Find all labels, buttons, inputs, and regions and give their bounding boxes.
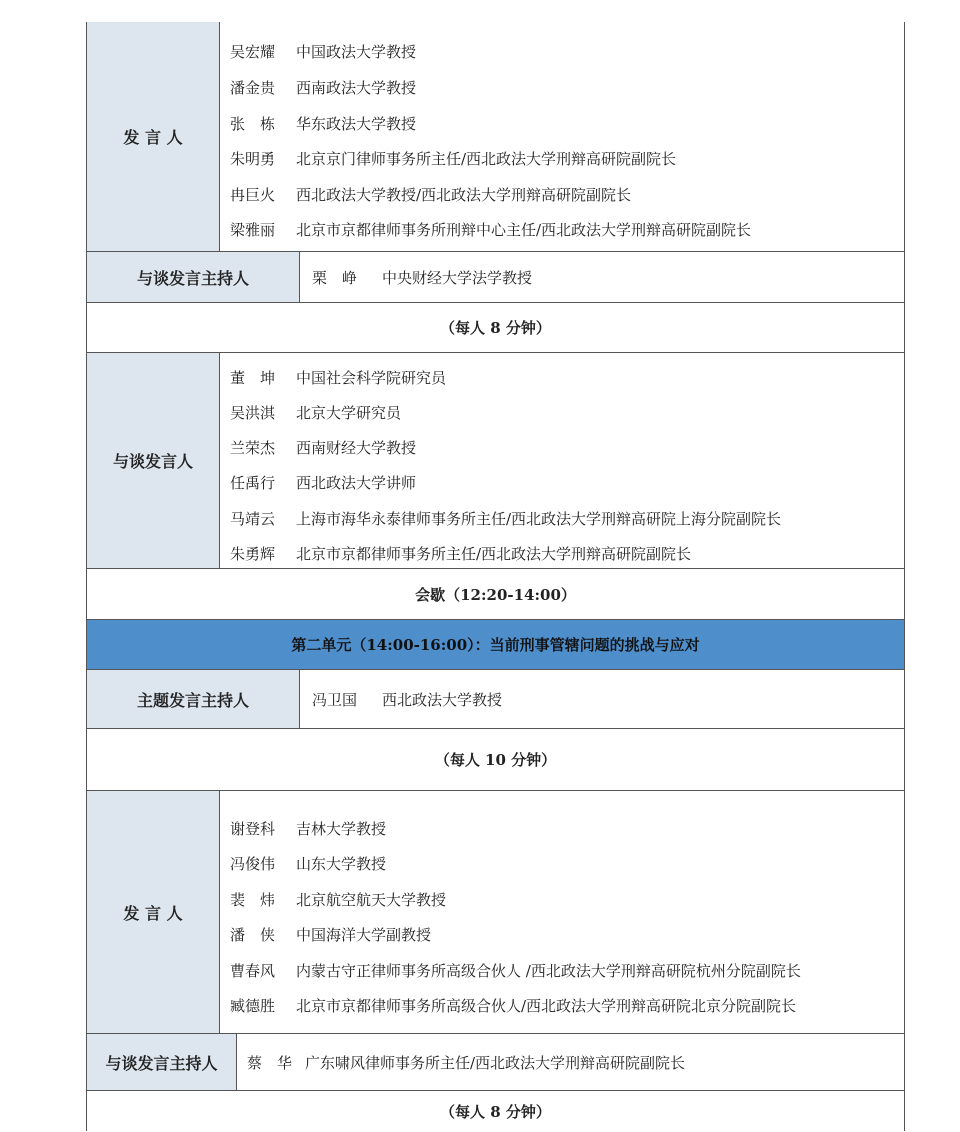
discussants-label: 与谈发言人 xyxy=(87,353,220,568)
speakers-row-1 xyxy=(87,22,904,252)
list-item: 吴宏耀 中国政法大学教授 xyxy=(230,42,417,61)
list-item: 兰荣杰 西南财经大学教授 xyxy=(230,438,417,457)
list-item: 曹春风 内蒙古守正律师事务所高级合伙人 /西北政法大学刑辩高研院杭州分院副院长 xyxy=(230,961,801,980)
speaker-list xyxy=(229,791,904,1033)
list-item: 潘 侠 中国海洋大学副教授 xyxy=(230,925,432,944)
keynote-host-label: 主题发言主持人 xyxy=(87,670,300,728)
discussion-host-label: 与谈发言主持人 xyxy=(87,1034,237,1090)
speakers-label: 发 言 人 xyxy=(87,791,220,1033)
list-item: 任禹行 西北政法大学讲师 xyxy=(230,473,417,492)
schedule-table xyxy=(86,22,905,1131)
list-item: 朱勇辉 北京市京都律师事务所主任/西北政法大学刑辩高研院副院长 xyxy=(230,544,692,563)
list-item: 马靖云 上海市海华永泰律师事务所主任/西北政法大学刑辩高研院上海分院副院长 xyxy=(230,509,782,528)
discussants-row-1 xyxy=(87,353,904,569)
discussion-host-row-2 xyxy=(87,1034,904,1091)
unit-2-title: 第二单元（14:00-16:00）：当前刑事管辖问题的挑战与应对 xyxy=(291,636,700,654)
list-item: 吴洪淇 北京大学研究员 xyxy=(230,403,402,422)
list-item: 潘金贵 西南政法大学教授 xyxy=(230,78,417,97)
list-item: 朱明勇 北京京门律师事务所主任/西北政法大学刑辩高研院副院长 xyxy=(230,149,677,168)
time-note-row-3 xyxy=(87,1091,904,1131)
time-note: （每人 8 分钟） xyxy=(440,319,551,337)
keynote-host-row xyxy=(87,670,904,729)
time-note-row-1 xyxy=(87,303,904,353)
discussion-host-label: 与谈发言主持人 xyxy=(87,252,300,302)
list-item: 冯俊伟 山东大学教授 xyxy=(230,854,387,873)
time-note: （每人 10 分钟） xyxy=(434,751,557,769)
time-note: （每人 8 分钟） xyxy=(440,1102,551,1121)
list-item: 裴 炜 北京航空航天大学教授 xyxy=(230,890,447,909)
break-text: 会歇（12:20-14:00） xyxy=(415,585,576,604)
list-item: 谢登科 吉林大学教授 xyxy=(230,819,387,838)
discussion-host-row-1 xyxy=(87,252,904,303)
time-note-row-2 xyxy=(87,729,904,791)
list-item: 臧德胜 北京市京都律师事务所高级合伙人/西北政法大学刑辩高研院北京分院副院长 xyxy=(230,996,797,1015)
list-item: 梁雅丽 北京市京都律师事务所刑辩中心主任/西北政法大学刑辩高研院副院长 xyxy=(230,220,752,239)
list-item: 张 栋 华东政法大学教授 xyxy=(230,114,417,133)
speakers-label: 发 言 人 xyxy=(87,22,220,251)
speakers-row-2 xyxy=(87,791,904,1034)
discussion-host-value: 蔡 华 广东啸风律师事务所主任/西北政法大学刑辩高研院副院长 xyxy=(247,1053,686,1072)
unit-2-title-row xyxy=(87,620,904,670)
discussion-host-value: 栗 峥 中央财经大学法学教授 xyxy=(312,268,533,287)
list-item: 董 坤 中国社会科学院研究员 xyxy=(230,368,447,387)
speaker-list xyxy=(229,22,904,251)
list-item: 冉巨火 西北政法大学教授/西北政法大学刑辩高研院副院长 xyxy=(230,185,632,204)
keynote-host-value: 冯卫国 西北政法大学教授 xyxy=(312,690,503,709)
break-row xyxy=(87,569,904,620)
discussant-list xyxy=(229,353,904,568)
